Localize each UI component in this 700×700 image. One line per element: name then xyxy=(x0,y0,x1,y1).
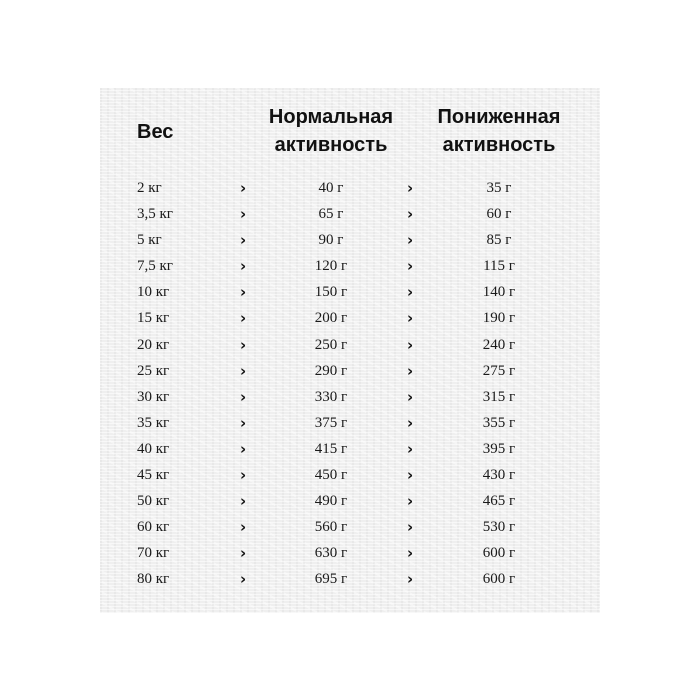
table-row xyxy=(100,305,600,331)
header-reduced-activity xyxy=(428,103,570,159)
cell-reduced: 315 г xyxy=(482,388,516,405)
cell-weight: 25 кг xyxy=(137,362,170,379)
table-row xyxy=(100,201,600,227)
table-body xyxy=(100,175,600,593)
table-row xyxy=(100,410,600,436)
chevron-right-icon: › xyxy=(407,309,414,328)
cell-reduced: 60 г xyxy=(486,206,512,223)
chevron-right-icon: › xyxy=(407,231,414,250)
chevron-right-icon: › xyxy=(407,257,414,276)
cell-reduced: 240 г xyxy=(482,336,516,353)
cell-weight: 3,5 кг xyxy=(137,206,173,223)
cell-reduced: 600 г xyxy=(482,545,516,562)
chevron-right-icon: › xyxy=(240,361,247,380)
cell-reduced: 355 г xyxy=(482,414,516,431)
cell-normal: 450 г xyxy=(314,467,348,484)
header-normal-line2: активность xyxy=(274,134,388,156)
chevron-right-icon: › xyxy=(407,492,414,511)
cell-normal: 65 г xyxy=(318,206,344,223)
cell-weight: 50 кг xyxy=(137,493,170,510)
header-normal-activity xyxy=(260,103,402,159)
chevron-right-icon: › xyxy=(240,205,247,224)
chevron-right-icon: › xyxy=(240,387,247,406)
cell-reduced: 115 г xyxy=(483,258,515,275)
cell-reduced: 140 г xyxy=(482,284,516,301)
cell-normal: 560 г xyxy=(314,519,348,536)
cell-weight: 2 кг xyxy=(137,180,162,196)
cell-normal: 330 г xyxy=(314,388,348,405)
cell-normal: 90 г xyxy=(318,232,344,249)
chevron-right-icon: › xyxy=(407,205,414,224)
table-row xyxy=(100,462,600,488)
chevron-right-icon: › xyxy=(407,466,414,485)
cell-weight: 60 кг xyxy=(137,519,170,536)
cell-weight: 20 кг xyxy=(137,336,170,353)
chevron-right-icon: › xyxy=(407,361,414,380)
cell-normal: 150 г xyxy=(314,284,348,301)
table-row xyxy=(100,488,600,514)
table-row xyxy=(100,566,600,592)
cell-normal: 490 г xyxy=(314,493,348,510)
cell-normal: 415 г xyxy=(314,440,348,457)
chevron-right-icon: › xyxy=(407,570,414,589)
cell-normal: 630 г xyxy=(314,545,348,562)
chevron-right-icon: › xyxy=(240,570,247,589)
cell-weight: 7,5 кг xyxy=(137,258,173,275)
table-row xyxy=(100,332,600,358)
cell-normal: 40 г xyxy=(318,180,344,196)
chevron-right-icon: › xyxy=(407,518,414,537)
cell-reduced: 395 г xyxy=(482,440,516,457)
cell-normal: 375 г xyxy=(314,414,348,431)
table-row xyxy=(100,279,600,305)
cell-reduced: 275 г xyxy=(482,362,516,379)
cell-normal: 290 г xyxy=(314,362,348,379)
table-row xyxy=(100,358,600,384)
cell-weight: 80 кг xyxy=(137,571,170,588)
cell-reduced: 465 г xyxy=(482,493,516,510)
chevron-right-icon: › xyxy=(240,518,247,537)
table-row xyxy=(100,253,600,279)
header-reduced-line1: Пониженная xyxy=(437,106,561,128)
cell-weight: 30 кг xyxy=(137,388,170,405)
table-row xyxy=(100,384,600,410)
cell-reduced: 190 г xyxy=(482,310,516,327)
cell-weight: 35 кг xyxy=(137,414,170,431)
table-header xyxy=(100,88,600,178)
chevron-right-icon: › xyxy=(240,413,247,432)
cell-reduced: 530 г xyxy=(482,519,516,536)
header-weight: Вес xyxy=(137,121,174,143)
cell-normal: 120 г xyxy=(314,258,348,275)
cell-normal: 695 г xyxy=(314,571,348,588)
chevron-right-icon: › xyxy=(240,492,247,511)
chevron-right-icon: › xyxy=(407,179,414,197)
feeding-table-panel xyxy=(100,88,600,613)
chevron-right-icon: › xyxy=(407,413,414,432)
table-row xyxy=(100,227,600,253)
chevron-right-icon: › xyxy=(240,309,247,328)
chevron-right-icon: › xyxy=(240,466,247,485)
cell-weight: 5 кг xyxy=(137,232,162,249)
header-normal-line1: Нормальная xyxy=(268,106,394,128)
cell-weight: 40 кг xyxy=(137,440,170,457)
cell-reduced: 600 г xyxy=(482,571,516,588)
chevron-right-icon: › xyxy=(240,179,247,197)
table-row xyxy=(100,436,600,462)
chevron-right-icon: › xyxy=(240,544,247,563)
chevron-right-icon: › xyxy=(407,335,414,354)
chevron-right-icon: › xyxy=(407,387,414,406)
cell-reduced: 85 г xyxy=(486,232,512,249)
cell-reduced: 430 г xyxy=(482,467,516,484)
cell-reduced: 35 г xyxy=(486,180,512,196)
table-row xyxy=(100,175,600,201)
cell-weight: 45 кг xyxy=(137,467,170,484)
table-row xyxy=(100,540,600,566)
cell-weight: 10 кг xyxy=(137,284,170,301)
chevron-right-icon: › xyxy=(240,257,247,276)
chevron-right-icon: › xyxy=(407,283,414,302)
chevron-right-icon: › xyxy=(240,439,247,458)
header-reduced-line2: активность xyxy=(442,134,556,156)
chevron-right-icon: › xyxy=(240,335,247,354)
chevron-right-icon: › xyxy=(240,283,247,302)
chevron-right-icon: › xyxy=(240,231,247,250)
cell-normal: 200 г xyxy=(314,310,348,327)
cell-weight: 70 кг xyxy=(137,545,170,562)
chevron-right-icon: › xyxy=(407,544,414,563)
cell-weight: 15 кг xyxy=(137,310,170,327)
cell-normal: 250 г xyxy=(314,336,348,353)
table-row xyxy=(100,514,600,540)
chevron-right-icon: › xyxy=(407,439,414,458)
